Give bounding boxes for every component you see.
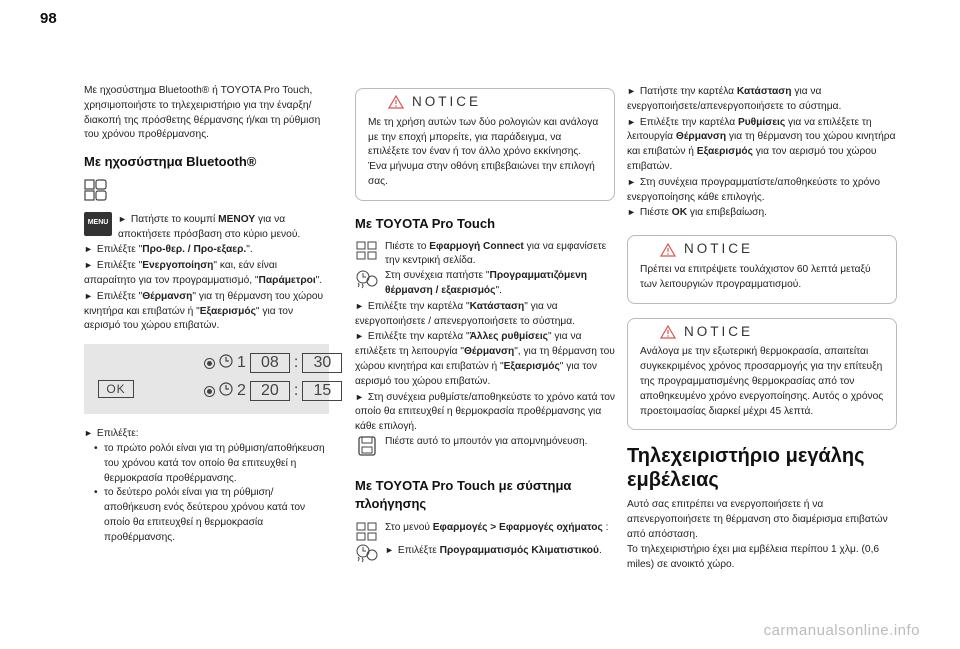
timer-display-panel: [84, 344, 332, 414]
timer-2-minutes: 15: [302, 381, 342, 401]
page-number: 98: [40, 10, 57, 27]
climate-timer-icon: [355, 269, 379, 291]
pro-touch-step-settings: ► Επιλέξτε την καρτέλα "Άλλες ρυθμίσεις" για να επιλέξετε τη λειτουργία "Θέρμανση", για τη θέρμανση του χώρου κινητήρα και επιβατών ή "Εξαερισμός" για τον αερισμό του χώρου επιβατών.: [355, 331, 615, 387]
nav-step-ok: ► Πιέστε OK για επιβεβαίωση.: [627, 207, 767, 219]
column-3: [627, 84, 897, 572]
apps-grid-icon: [355, 240, 379, 262]
bluetooth-heading: Με ηχοσύστημα Bluetooth®: [84, 154, 257, 170]
clock-icon: [219, 382, 233, 400]
timer-2-number: 2: [237, 381, 246, 399]
warning-icon: [660, 243, 676, 257]
warning-icon: [388, 95, 404, 109]
pro-touch-step-connect: Πιέστε το Εφαρμογή Connect για να εμφανίσετε την κεντρική σελίδα.: [385, 240, 607, 267]
step-heating: ► Επιλέξτε "Θέρμανση" για τη θέρμανση του χώρου κινητήρα και επιβατών ή "Εξαερισμός" για τον αερισμό του χώρου επιβατών.: [84, 290, 324, 332]
save-icon: [355, 435, 379, 457]
remote-range: Το τηλεχειριστήριο έχει μια εμβέλεια περίπου 1 χλμ. (0,6 miles) σε ανοικτό χώρο.: [627, 543, 880, 570]
step-activation: ► Επιλέξτε "Ενεργοποίηση" και, εάν είναι απαραίτητο για τον προγραμματισμό, "Παράμετροι".: [84, 260, 323, 286]
timer-1-minutes: 30: [302, 353, 342, 373]
notice-text: Με τη χρήση αυτών των δύο ρολογιών και ανάλογα με την εποχή μπορείτε, για παράδειγμα, να επιλέξετε τον έναν ή τον άλλο χρόνο εκκίνησης. Ένα μήνυμα στην οθόνη επιβεβαιώνει την επιλογή σας.: [368, 116, 599, 187]
notice-title: NOTICE: [684, 323, 754, 339]
navigation-heading: Με TOYOTA Pro Touch με σύστημα πλοήγησης: [355, 477, 572, 511]
menu-button-icon: MENU: [84, 212, 112, 236]
notice-title: NOTICE: [684, 241, 754, 257]
timer-separator: :: [293, 381, 299, 399]
nav-step-program: ► Στη συνέχεια προγραμματίστε/αποθηκεύστε το χρόνο ενεργοποίησης κάθε επιλογής.: [627, 176, 881, 203]
apps-grid-icon: [355, 521, 379, 543]
radio-icon: [204, 358, 215, 369]
remote-control-heading: Τηλεχειριστήριο μεγάλης εμβέλειας: [627, 445, 865, 492]
column-2: [355, 84, 615, 565]
step-select-preheat: ► Επιλέξτε "Προ-θερ. / Προ-εξαερ.".: [84, 244, 253, 256]
intro-paragraph: Με ηχοσύστημα Bluetooth® ή TOYOTA Pro Touch, χρησιμοποιήστε το τηλεχειριστήριο για την έναρξη/ διακοπή της πρόσθετης θέρμανσης ή/και τη ρύθμιση του χρόνου προθέρμανσης.: [84, 85, 321, 141]
timer-row-1: [204, 353, 342, 373]
pro-touch-step-program: Στη συνέχεια πατήστε "Προγραμματιζόμενη θέρμανση / εξαερισμός".: [385, 270, 587, 296]
ok-button-illustration: OK: [98, 380, 134, 398]
climate-timer-icon: [355, 543, 379, 565]
clock-list: [84, 442, 330, 546]
nav-step-status: ► Πατήστε την καρτέλα Κατάσταση για να ενεργοποιήσετε/απενεργοποιήσετε το σύστημα.: [627, 86, 842, 112]
pro-touch-step-save: Πιέστε αυτό το μπουτόν για απομνημόνευση.: [385, 435, 588, 447]
timer-1-hours: 08: [250, 353, 290, 373]
list-item: • το δεύτερο ρολόι είναι για τη ρύθμιση/αποθήκευση ενός δεύτερου χρόνου κατά τον οποίο θα επιτευχθεί η θερμοκρασία προθέρμανσης.: [96, 486, 330, 545]
step-menu: ► Πατήστε το κουμπί ΜΕΝΟΥ για να αποκτήσετε πρόσβαση στο κύριο μενού.: [118, 213, 301, 240]
nav-step-settings: ► Επιλέξτε την καρτέλα Ρυθμίσεις για να επιλέξετε τη λειτουργία Θέρμανση για τη θέρμανση του χώρου κινητήρα και επιβατών ή Εξαερισμός για τον αερισμό του χώρου επιβατών.: [627, 116, 896, 172]
nav-step-select: ► Επιλέξτε Προγραμματισμός Κλιματιστικού.: [385, 544, 602, 556]
pro-touch-step-time: ► Στη συνέχεια ρυθμίστε/αποθηκεύστε το χρόνο κατά τον οποίο θα επιτευχθεί η θερμοκρασία προθέρμανσης για κάθε επιλογή.: [355, 391, 616, 433]
list-item: • το πρώτο ρολόι είναι για τη ρύθμιση/αποθήκευση του χρόνου κατά τον οποίο θα επιτευχθεί η θερμοκρασία προθέρμανσης.: [96, 442, 330, 486]
timer-1-number: 1: [237, 353, 246, 371]
notice-box: [355, 88, 615, 201]
warning-icon: [660, 325, 676, 339]
remote-intro: Αυτό σας επιτρέπει να ενεργοποιήσετε ή να απενεργοποιήσετε τη θέρμανση στο διαμέρισμα επιβατών από απόσταση.: [627, 499, 888, 540]
pro-touch-step-status: ► Επιλέξτε την καρτέλα "Κατάσταση" για να ενεργοποιήσετε / απενεργοποιήσετε το σύστημα.: [355, 300, 575, 327]
timer-2-hours: 20: [250, 381, 290, 401]
column-1: [84, 84, 330, 546]
watermark: carmanualsonline.info: [763, 622, 920, 639]
notice-text: Πρέπει να επιτρέψετε τουλάχιστον 60 λεπτά μεταξύ των λειτουργιών προγραμματισμού.: [640, 263, 871, 290]
notice-text: Ανάλογα με την εξωτερική θερμοκρασία, απαιτείται συγκεκριμένος χρόνος προσαρμογής για την επίτευξη της προγραμματισμένης θερμοκρασίας από τον αποθηκευμένο χρόνο ενεργοποίησης. Αυτός ο χρόνος προετοιμασίας διαρκεί μέχρι 45 λεπτά.: [640, 346, 884, 417]
radio-icon: [204, 386, 215, 397]
timer-row-2: [204, 381, 342, 401]
notice-box: [627, 235, 897, 303]
pro-touch-heading: Με TOYOTA Pro Touch: [355, 215, 496, 231]
step-select: ► Επιλέξτε:: [84, 428, 139, 440]
clock-icon: [219, 354, 233, 372]
notice-box: [627, 318, 897, 431]
notice-title: NOTICE: [412, 94, 482, 109]
nav-step-menu: Στο μενού Εφαρμογές > Εφαρμογές οχήματος :: [385, 521, 609, 533]
timer-separator: :: [293, 353, 299, 371]
bluetooth-settings-icon: [84, 178, 330, 208]
